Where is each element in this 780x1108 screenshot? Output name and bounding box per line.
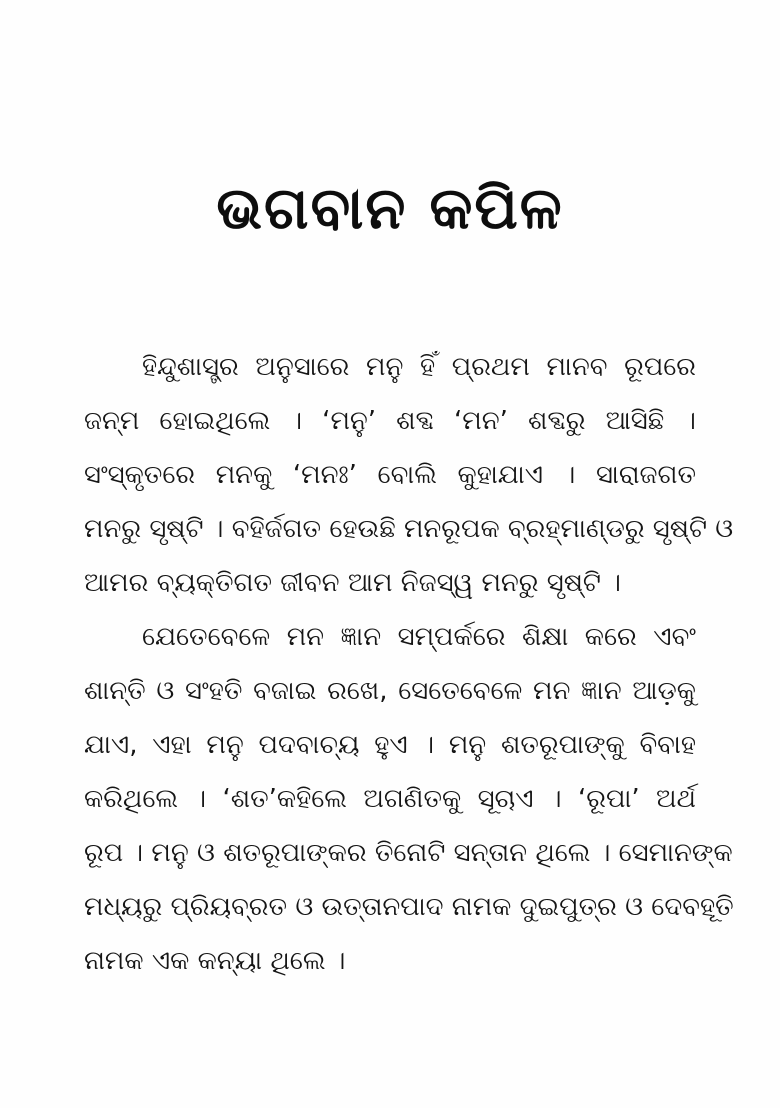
paragraph-line: ଯାଏ, ଏହା ମନୁ ପଦବାଚ୍ୟ ହୁଏ । ମନୁ ଶତରୂପାଙ୍କୁ ବିବାହ [84,730,696,760]
paragraph-line: ସଂସ୍କୃତରେ ମନକୁ ‘ମନଃ’ ବୋଲି କୁହାଯାଏ । ସାରାଜଗତ [84,460,696,490]
paragraph-line: ଶାନ୍ତି ଓ ସଂହତି ବଜାଇ ରଖେ, ସେତେବେଳେ ମନ ଜ୍ଞାନ ଆଡ଼କୁ [84,676,696,706]
paragraph-line: ଯେତେବେଳେ ମନ ଜ୍ଞାନ ସମ୍ପର୍କରେ ଶିକ୍ଷା କରେ ଏବଂ [142,622,696,652]
paragraph-line: କରିଥିଲେ । ‘ଶତ’କହିଲେ ଅଗଣିତକୁ ସୂଚାଏ । ‘ରୂପା’ ଅର୍ଥ [84,784,696,814]
paragraph-line: ମଧ୍ୟରୁ ପ୍ରିୟବ୍ରତ ଓ ଉତ୍ତାନପାଦ ନାମକ ଦୁଇପୁତ୍ର ଓ ଦେବହୂତି [84,892,734,922]
paragraph-line: ନାମକ ଏକ କନ୍ୟା ଥିଲେ । [84,946,346,976]
paragraph-2 [84,610,734,988]
body-text [84,340,734,988]
paragraph-line: ଜନ୍ମ ହୋଇଥିଲେ । ‘ମନୁ’ ଶବ୍ଦ ‘ମନ’ ଶବ୍ଦରୁ ଆସିଛି । [84,406,696,436]
page-title: ଭଗବାନ କପିଳ [216,174,564,242]
paragraph-line: ରୂପ । ମନୁ ଓ ଶତରୂପାଙ୍କର ତିନୋଟି ସନ୍ତାନ ଥିଲେ । ସେମାନଙ୍କ [84,838,733,868]
paragraph-1 [84,340,734,610]
paragraph-line: ମନରୁ ସୃଷ୍ଟି । ବହିର୍ଜଗତ ହେଉଛି ମନରୂପକ ବ୍ରହ୍ମାଣ୍ଡରୁ ସୃଷ୍ଟି ଓ [84,514,734,544]
paragraph-line: ହିନ୍ଦୁଶାସ୍ତ୍ର ଅନୁସାରେ ମନୁ ହିଁ ପ୍ରଥମ ମାନବ ରୂପରେ [142,352,696,382]
paragraph-line: ଆମର ବ୍ୟକ୍ତିଗତ ଜୀବନ ଆମ ନିଜସ୍ୱ ମନରୁ ସୃଷ୍ଟି । [84,568,621,598]
